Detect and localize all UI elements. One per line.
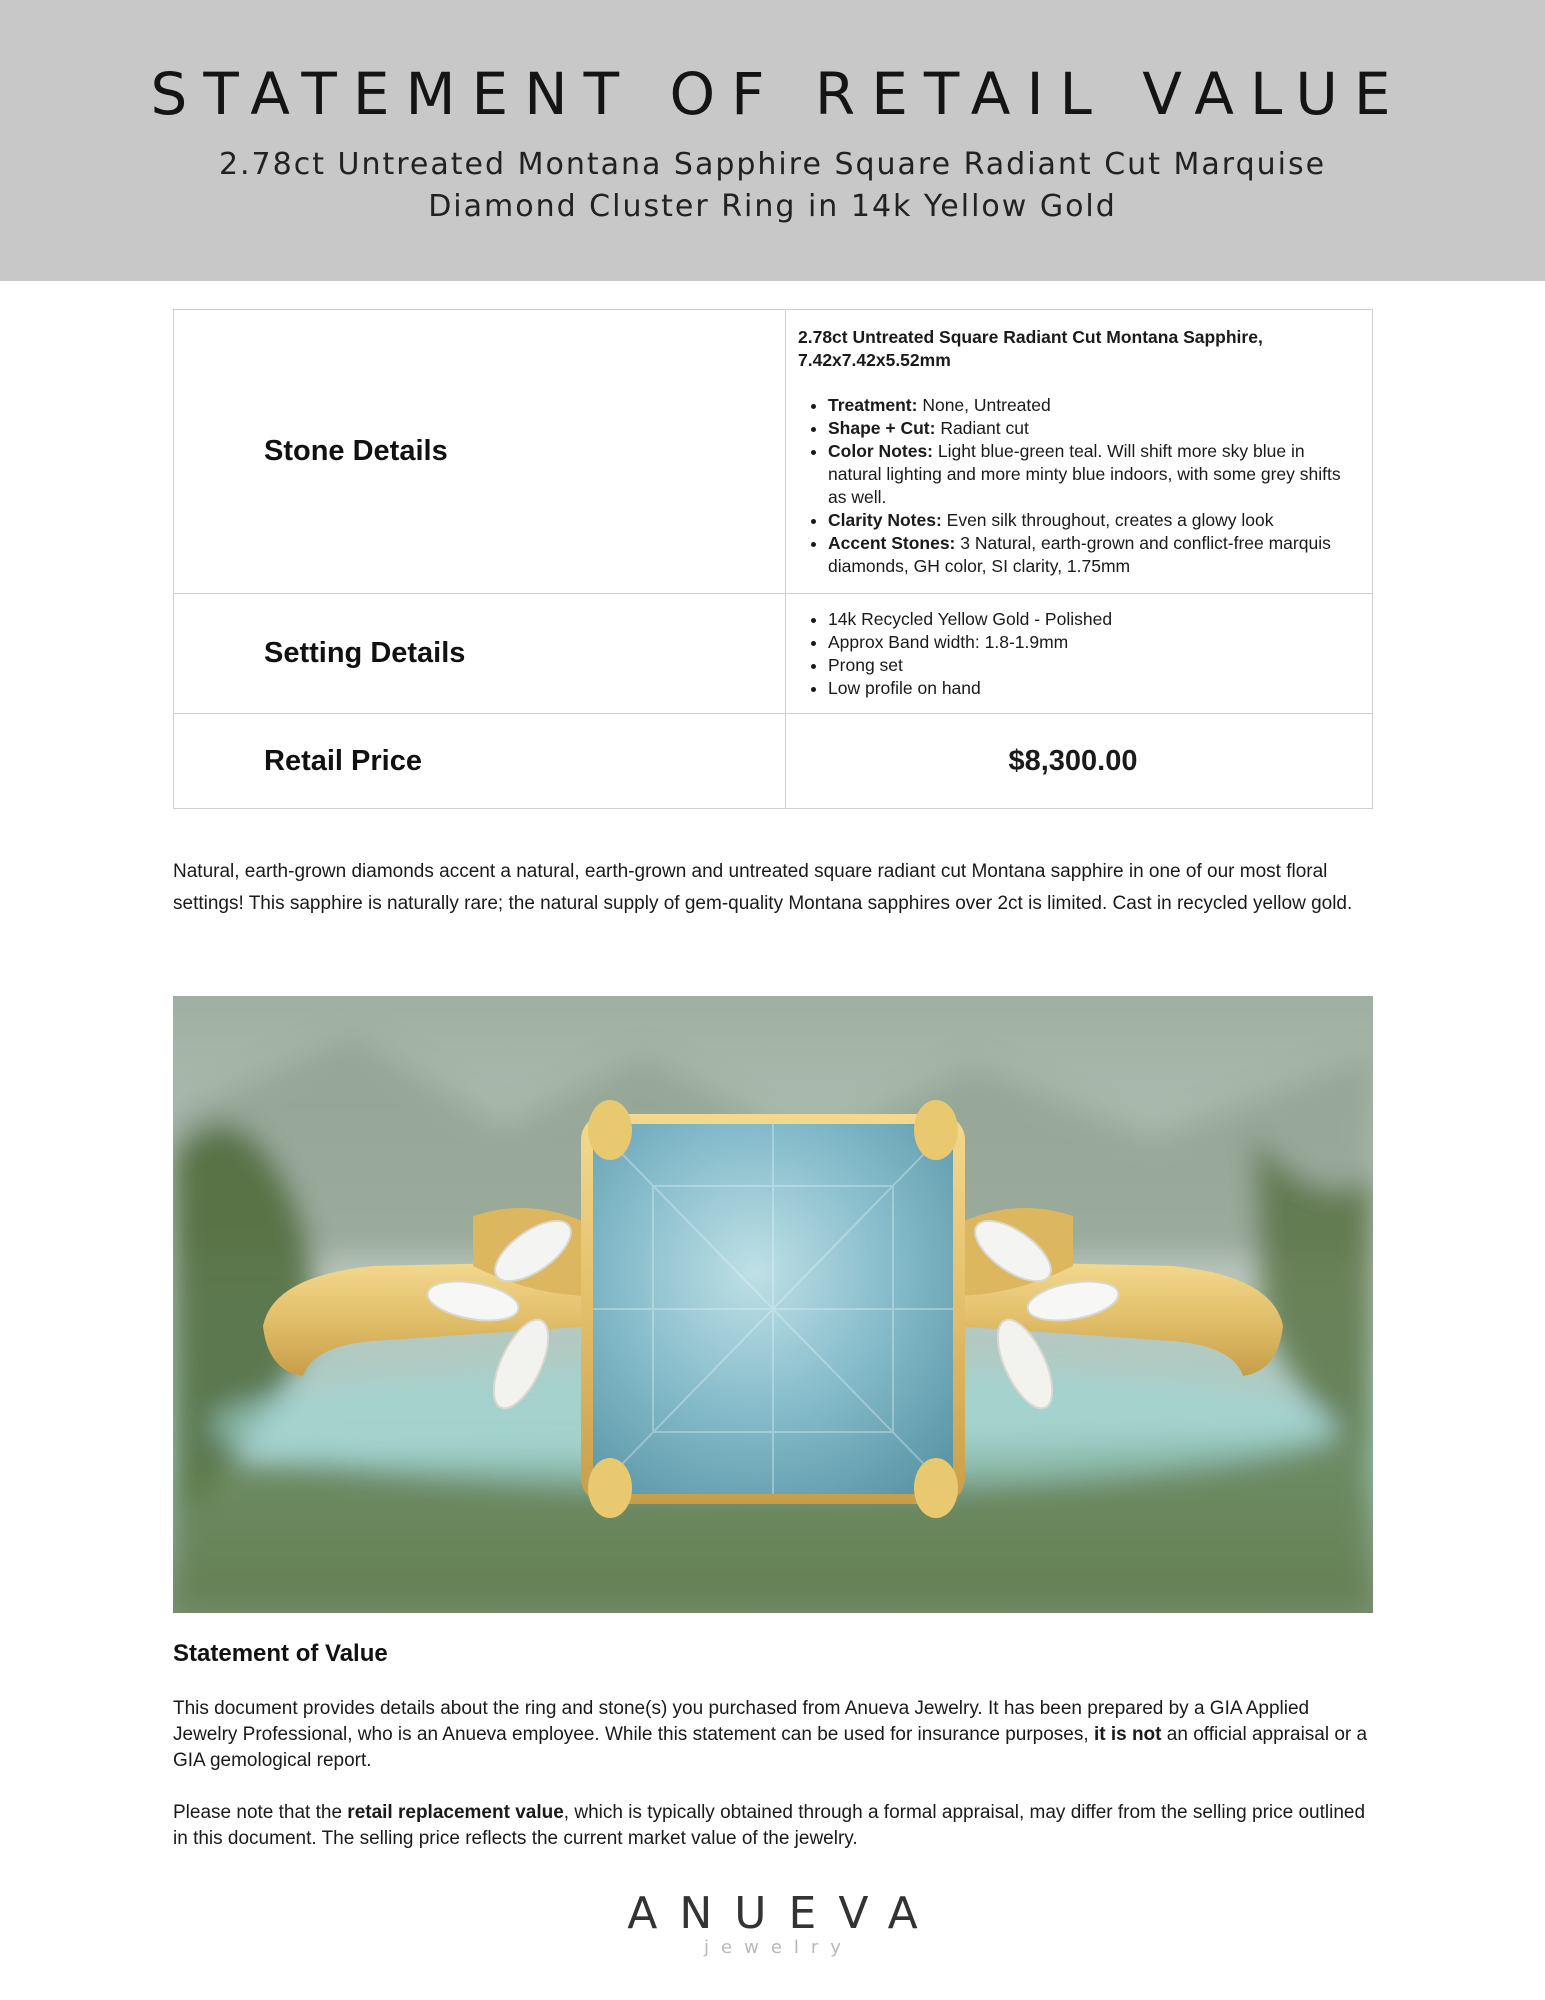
list-item [828,394,1348,417]
setting-details-label: Setting Details [174,594,786,714]
detail-value: Even silk throughout, creates a glowy look [941,509,1274,530]
details-table [173,309,1373,809]
detail-value: Light blue-green teal. Will shift more sky blue in natural lighting and more minty blue indoors, with some grey shifts as well. [828,440,1341,507]
detail-key: Treatment: [828,394,918,415]
product-title: 2.78ct Untreated Montana Sapphire Square Radiant Cut Marquise Diamond Cluster Ring in 14k Yellow Gold [218,147,1327,224]
statement-text: This document provides details about the ring and stone(s) you purchased from Anueva Jewelry. It has been prepared by a GIA Applied Jewelry Professional, who is an Anueva employee. While this statement can be used for insurance purposes, [173,1698,1310,1745]
list-item: • Approx Band width: 1.8-1.9mm [828,631,1348,654]
detail-key: Color Notes: [828,440,933,461]
stone-heading: 2.78ct Untreated Square Radiant Cut Montana Sapphire, 7.42x7.42x5.52mm [798,326,1263,370]
retail-price-row [174,714,1373,809]
setting-details-value [786,594,1373,714]
detail-value: 3 Natural, earth-grown and conflict-free marquis diamonds, GH color, SI clarity, 1.75mm [828,532,1331,576]
detail-key: Accent Stones: [828,532,956,553]
statement-paragraph-2 [173,1800,1373,1852]
stone-details-list [798,394,1348,578]
list-item [828,509,1348,532]
product-description: Natural, earth-grown diamonds accent a natural, earth-grown and untreated square radiant cut Montana sapphire in one of our most floral settings! This sapphire is naturally rare; the natural supply of gem-quality Montana sapphires over 2ct is limited. Cast in recycled yellow gold. [173,861,1353,914]
retail-price-value: $8,300.00 [786,714,1373,809]
logo-tagline: jewelry [704,1937,853,1958]
setting-details-list [798,608,1348,700]
ring-photo [173,996,1373,1613]
statement-emphasis: retail replacement value [347,1802,564,1823]
list-item: • 14k Recycled Yellow Gold - Polished [828,608,1348,631]
brand-logo [0,1890,1545,1958]
statement-text: Please note that the [173,1802,348,1823]
stone-details-row [174,310,1373,594]
statement-text: , which is typically obtained through a formal appraisal, may differ from the selling price outlined in this document. The selling price reflects the current market value of the jewelry. [173,1802,1366,1849]
ring-illustration [173,996,1373,1613]
statement-paragraph-1 [173,1696,1373,1774]
header-banner [0,0,1545,281]
list-item: • Prong set [828,654,1348,677]
setting-details-row [174,594,1373,714]
logo-wordmark: ANUEVA [627,1888,940,1939]
list-item: • Low profile on hand [828,677,1348,700]
detail-value: None, Untreated [917,394,1051,415]
statement-emphasis: it is not [1093,1724,1162,1745]
detail-key: Clarity Notes: [828,509,942,530]
statement-heading: Statement of Value [173,1640,388,1667]
list-item [828,417,1348,440]
list-item [828,440,1348,509]
detail-key: Shape + Cut: [828,417,936,438]
stone-details-label: Stone Details [174,310,786,594]
detail-value: Radiant cut [935,417,1029,438]
list-item [828,532,1348,578]
page-title: STATEMENT OF RETAIL VALUE [150,60,1407,128]
retail-price-label: Retail Price [174,714,786,809]
statement-text: an official appraisal or a GIA gemological report. [173,1724,1368,1771]
stone-details-value [786,310,1373,594]
